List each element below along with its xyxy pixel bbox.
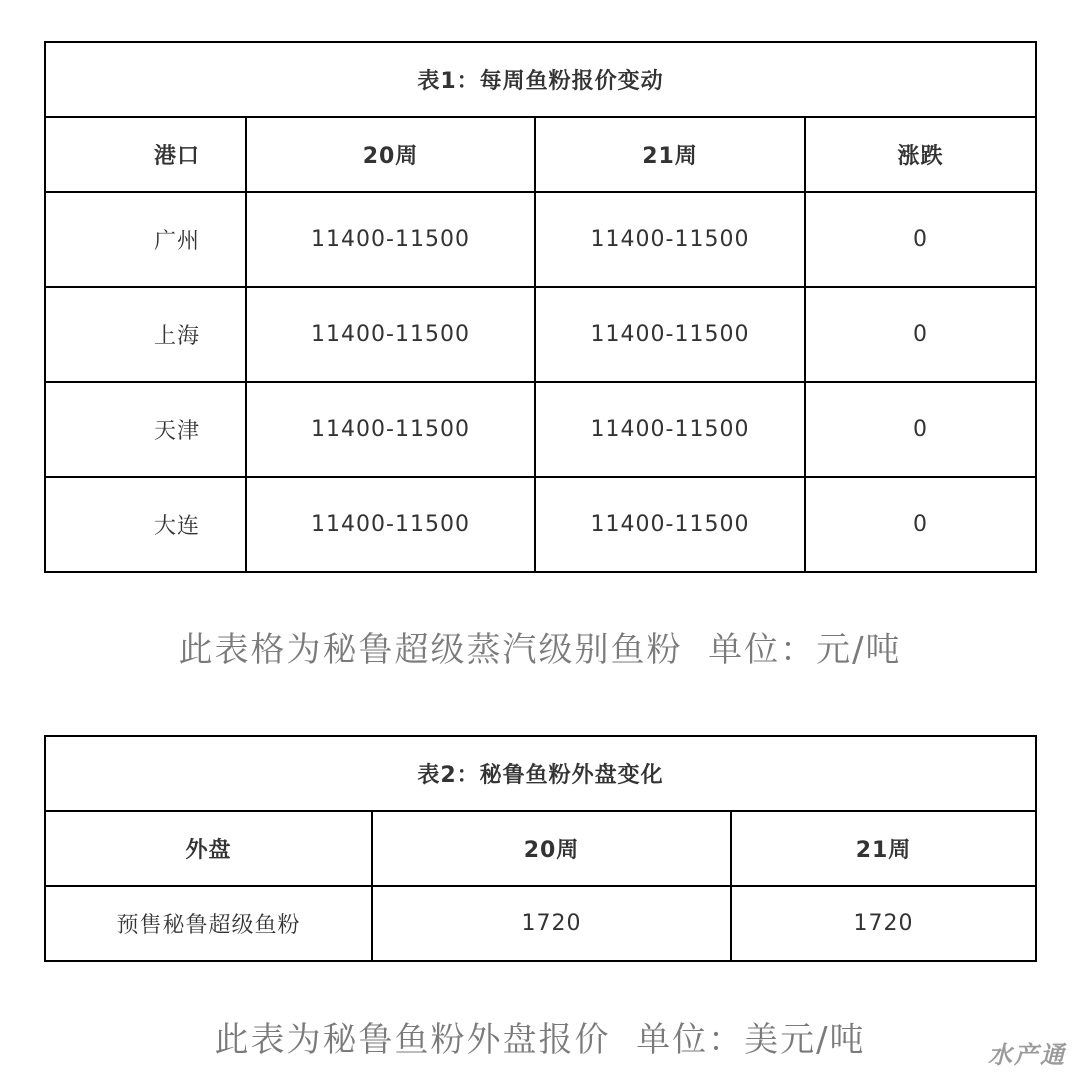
header-week20: 20周 xyxy=(246,117,535,192)
header-week20: 20周 xyxy=(372,811,731,886)
cell-port: 大连 xyxy=(45,477,246,572)
table2-caption: 此表为秘鲁鱼粉外盘报价 单位：美元/吨 xyxy=(214,1020,866,1060)
table1-caption: 此表格为秘鲁超级蒸汽级别鱼粉 单位：元/吨 xyxy=(178,630,902,670)
table2-title: 表2：秘鲁鱼粉外盘变化 xyxy=(45,736,1036,811)
peru-fishmeal-offshore-table xyxy=(44,735,1037,962)
table-title-row xyxy=(45,736,1036,811)
cell-change: 0 xyxy=(805,382,1036,477)
fishmeal-price-table xyxy=(44,41,1037,573)
cell-week20: 1720 xyxy=(372,886,731,961)
cell-week20: 11400-11500 xyxy=(246,192,535,287)
cell-week20: 11400-11500 xyxy=(246,382,535,477)
table-row xyxy=(45,382,1036,477)
cell-port: 天津 xyxy=(45,382,246,477)
cell-port: 上海 xyxy=(45,287,246,382)
table-row xyxy=(45,192,1036,287)
header-offshore: 外盘 xyxy=(45,811,372,886)
cell-port: 广州 xyxy=(45,192,246,287)
header-port: 港口 xyxy=(45,117,246,192)
cell-week21: 11400-11500 xyxy=(535,477,805,572)
header-change: 涨跌 xyxy=(805,117,1036,192)
cell-change: 0 xyxy=(805,192,1036,287)
table-row xyxy=(45,477,1036,572)
cell-week21: 11400-11500 xyxy=(535,192,805,287)
cell-week21: 11400-11500 xyxy=(535,382,805,477)
cell-week20: 11400-11500 xyxy=(246,287,535,382)
cell-product: 预售秘鲁超级鱼粉 xyxy=(45,886,372,961)
table-row xyxy=(45,886,1036,961)
watermark-logo: 水产通 xyxy=(988,1041,1066,1069)
table1-title: 表1：每周鱼粉报价变动 xyxy=(45,42,1036,117)
cell-week21: 11400-11500 xyxy=(535,287,805,382)
table-row xyxy=(45,287,1036,382)
table-header-row xyxy=(45,117,1036,192)
header-week21: 21周 xyxy=(535,117,805,192)
table-title-row xyxy=(45,42,1036,117)
cell-change: 0 xyxy=(805,287,1036,382)
cell-change: 0 xyxy=(805,477,1036,572)
table-header-row xyxy=(45,811,1036,886)
cell-week21: 1720 xyxy=(731,886,1036,961)
header-week21: 21周 xyxy=(731,811,1036,886)
cell-week20: 11400-11500 xyxy=(246,477,535,572)
